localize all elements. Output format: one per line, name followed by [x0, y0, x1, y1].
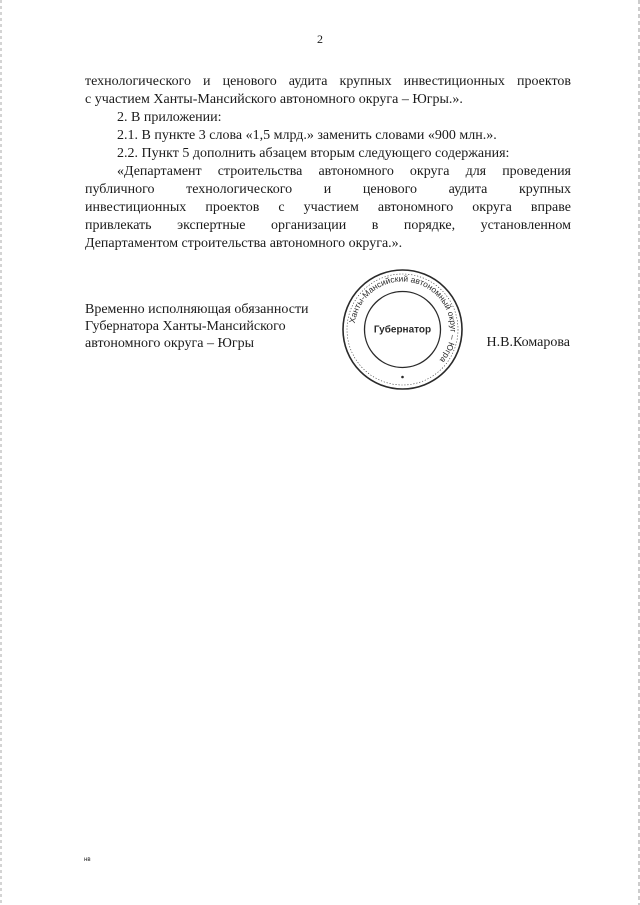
paragraph-2-1: 2.1. В пункте 3 слова «1,5 млрд.» заменить словами «900 млн.». [117, 128, 497, 143]
paragraph-1-line-2: с участием Ханты-Мансийского автономного округа – Югры.». [85, 92, 463, 107]
seal-ring-text: Ханты-Мансийский автономный округ – Югра [346, 273, 459, 365]
seal-star-mark [401, 376, 404, 379]
paragraph-appendix: 2. В приложении: [117, 110, 222, 125]
page-number: 2 [317, 32, 323, 46]
quote-line-1: «Департамент строительства автономного округа для проведения [117, 164, 571, 179]
signatory-name: Н.В.Комарова [486, 335, 570, 350]
signatory-title-line-2: Губернатора Ханты-Мансийского [85, 319, 286, 334]
quote-line-3: инвестиционных проектов с участием автономного округа вправе [85, 200, 571, 215]
document-body [85, 73, 571, 253]
executor-mark: нв [84, 857, 91, 863]
paragraph-2-2: 2.2. Пункт 5 дополнить абзацем вторым следующего содержания: [117, 146, 510, 161]
quote-line-2: публичного технологического и ценового аудита крупных [85, 182, 571, 197]
quote-line-4: привлекать экспертные организации в порядке, установленном [85, 218, 571, 233]
signatory-title-line-1: Временно исполняющая обязанности [85, 302, 309, 317]
scan-edge-left [0, 0, 2, 905]
signatory-title-line-3: автономного округа – Югры [85, 336, 254, 351]
quote-line-5: Департаментом строительства автономного округа.». [85, 236, 403, 251]
signatory-title [85, 301, 309, 352]
official-seal [340, 267, 465, 392]
paragraph-1-line-1: технологического и ценового аудита крупных инвестиционных проектов [85, 74, 571, 89]
seal-center-text: Губернатор [373, 324, 432, 336]
